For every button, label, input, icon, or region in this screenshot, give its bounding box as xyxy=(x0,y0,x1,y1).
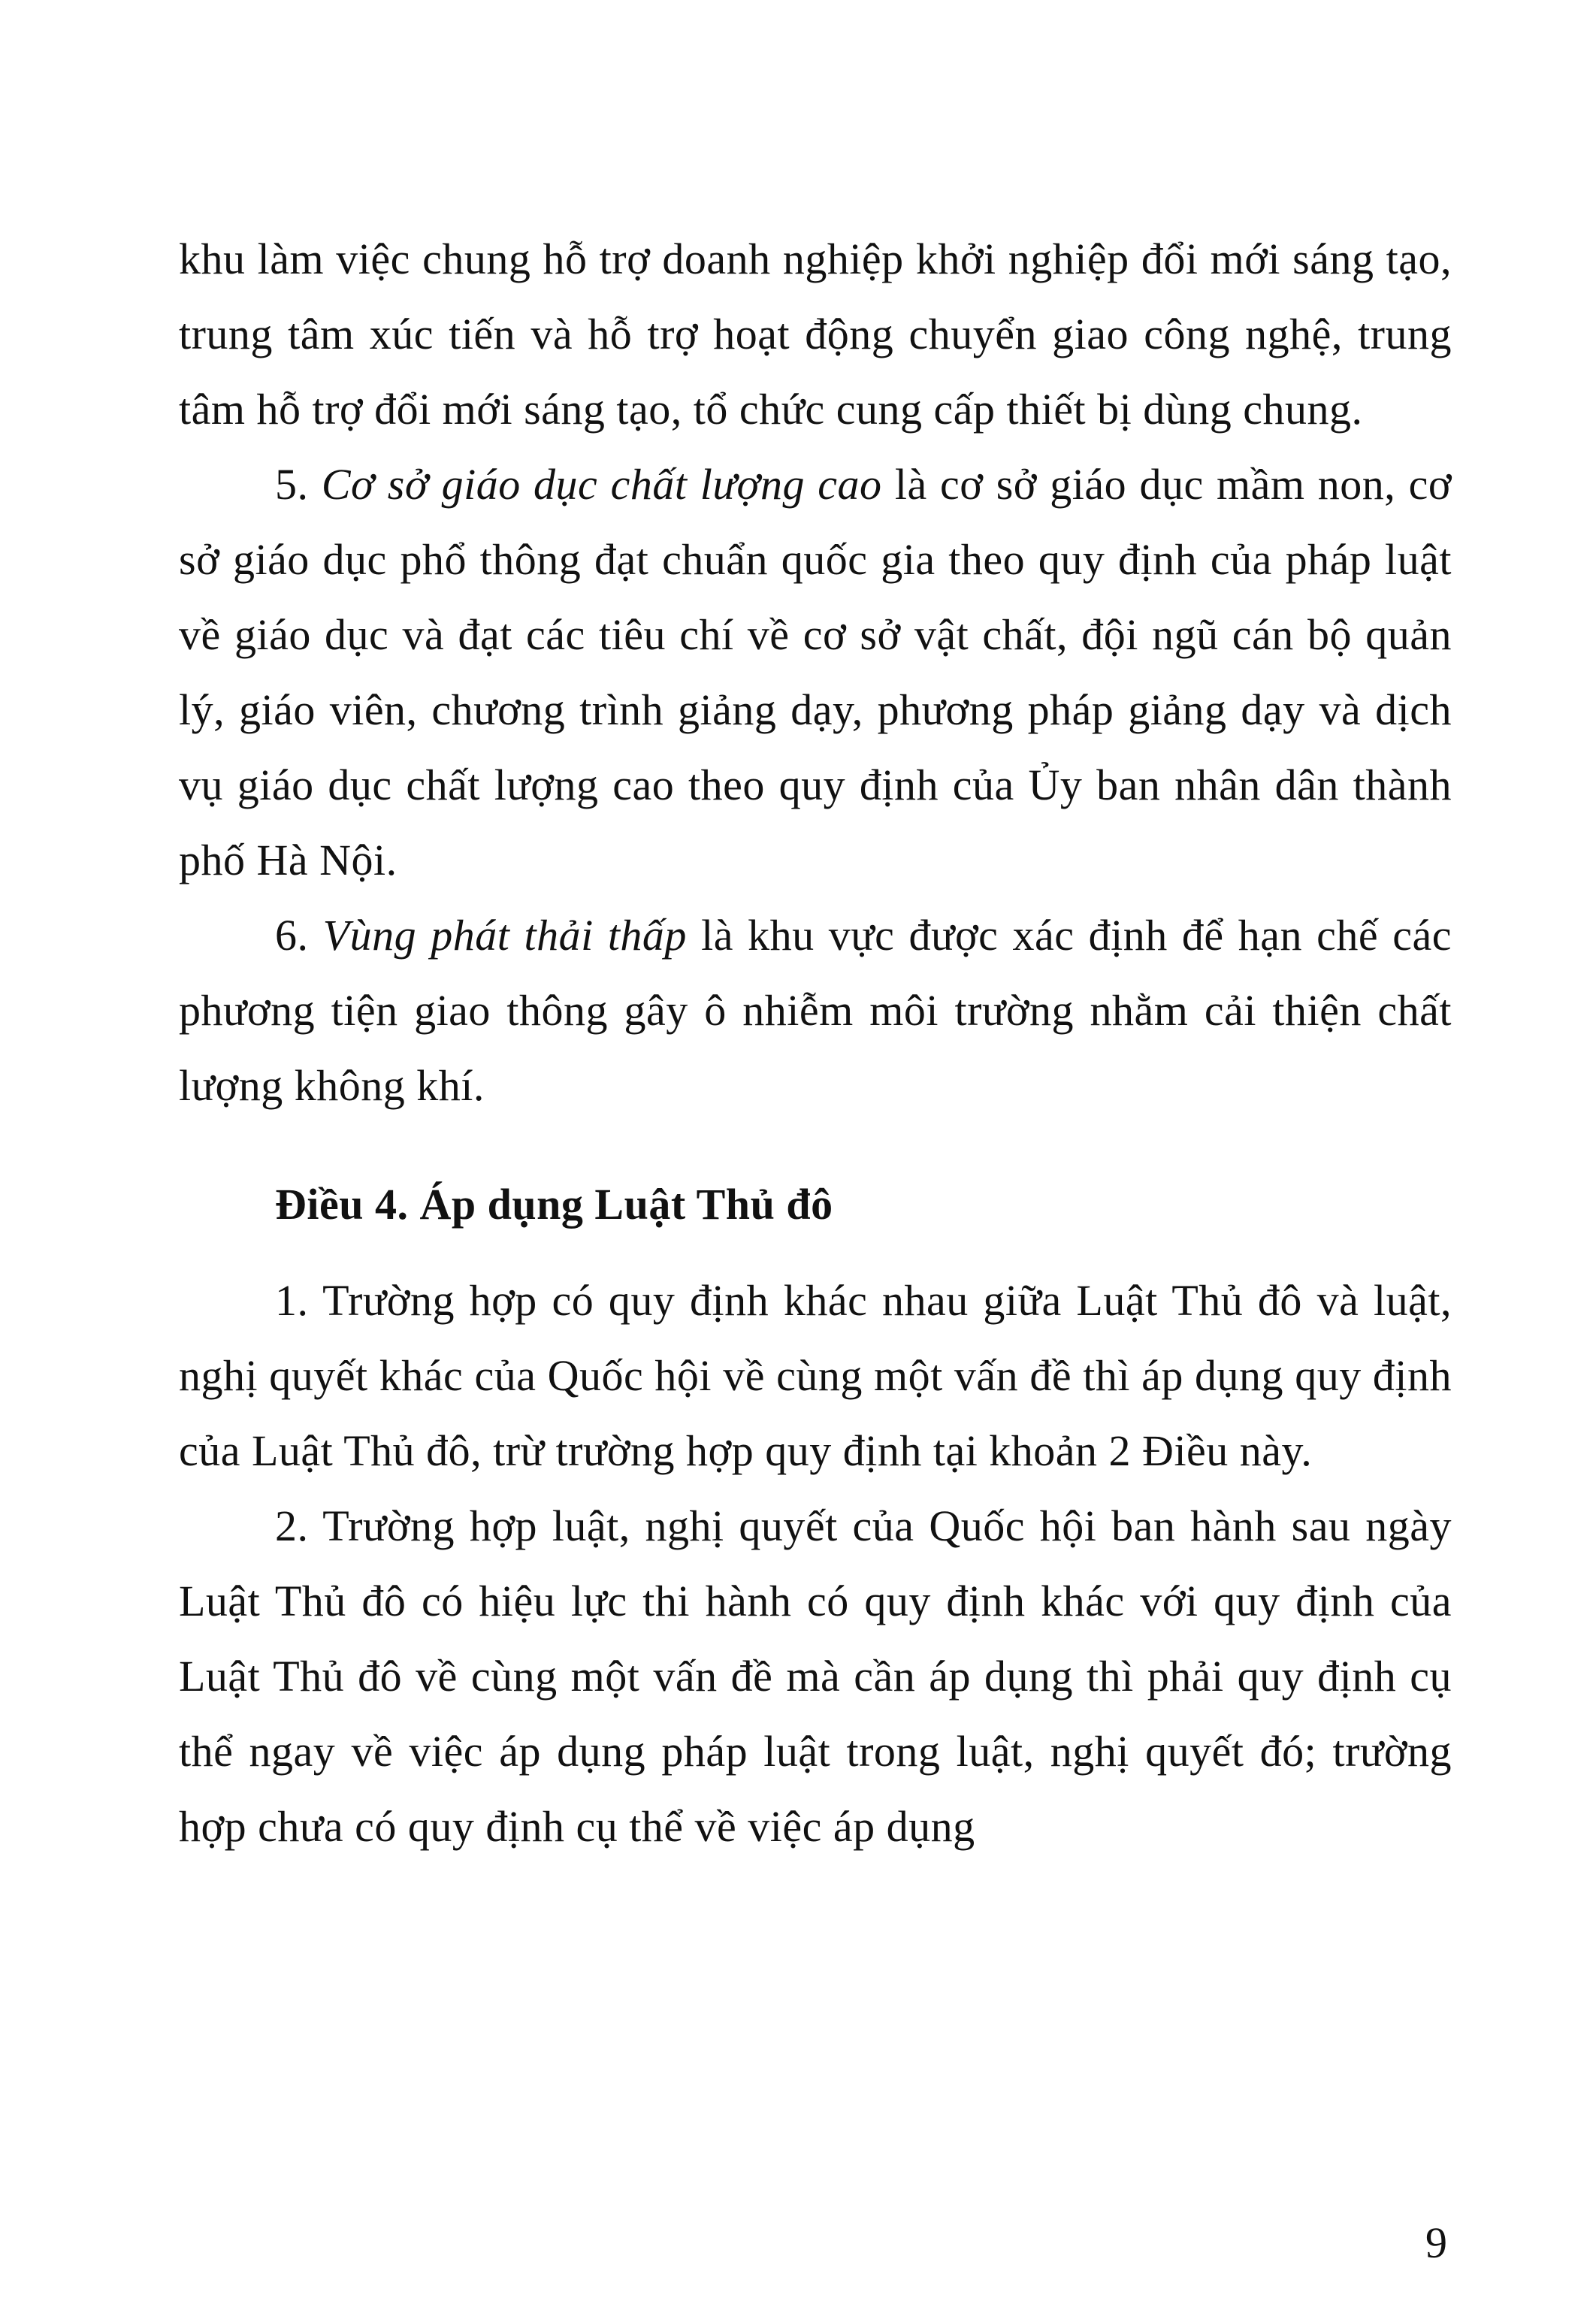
paragraph-definition-5 xyxy=(179,447,1452,898)
paragraph-continuation: khu làm việc chung hỗ trợ doanh nghiệp khởi nghiệp đổi mới sáng tạo, trung tâm xúc tiến và hỗ trợ hoạt động chuyển giao công nghệ, trung tâm hỗ trợ đổi mới sáng tạo, tổ chức cung cấp thiết bị dùng chung. xyxy=(179,234,1452,434)
paragraph-definition-6 xyxy=(179,898,1452,1123)
section-heading-dieu-4: Điều 4. Áp dụng Luật Thủ đô xyxy=(275,1180,833,1229)
page-content xyxy=(179,222,1452,1864)
defined-term-6: Vùng phát thải thấp xyxy=(322,911,687,960)
item-number-5: 5. xyxy=(275,460,322,509)
page-number: 9 xyxy=(1425,2218,1447,2267)
definition-text-6: là khu vực được xác định để hạn chế các phương tiện giao thông gây ô nhiễm môi trường nhằm cải thiện chất lượng không khí. xyxy=(179,911,1452,1110)
defined-term-5: Cơ sở giáo dục chất lượng cao xyxy=(321,460,882,509)
paragraph-clause-1: 1. Trường hợp có quy định khác nhau giữa Luật Thủ đô và luật, nghị quyết khác của Quốc hội về cùng một vấn đề thì áp dụng quy định của Luật Thủ đô, trừ trường hợp quy định tại khoản 2 Điều này. xyxy=(179,1276,1452,1475)
paragraph-clause-2: 2. Trường hợp luật, nghị quyết của Quốc hội ban hành sau ngày Luật Thủ đô có hiệu lực thi hành có quy định khác với quy định của Luật Thủ đô về cùng một vấn đề mà cần áp dụng thì phải quy định cụ thể ngay về việc áp dụng pháp luật trong luật, nghị quyết đó; trường hợp chưa có quy định cụ thể về việc áp dụng xyxy=(179,1501,1452,1851)
definition-text-5: là cơ sở giáo dục mầm non, cơ sở giáo dục phổ thông đạt chuẩn quốc gia theo quy định của pháp luật về giáo dục và đạt các tiêu chí về cơ sở vật chất, đội ngũ cán bộ quản lý, giáo viên, chương trình giảng dạy, phương pháp giảng dạy và dịch vụ giáo dục chất lượng cao theo quy định của Ủy ban nhân dân thành phố Hà Nội. xyxy=(179,460,1452,884)
item-number-6: 6. xyxy=(275,911,323,960)
